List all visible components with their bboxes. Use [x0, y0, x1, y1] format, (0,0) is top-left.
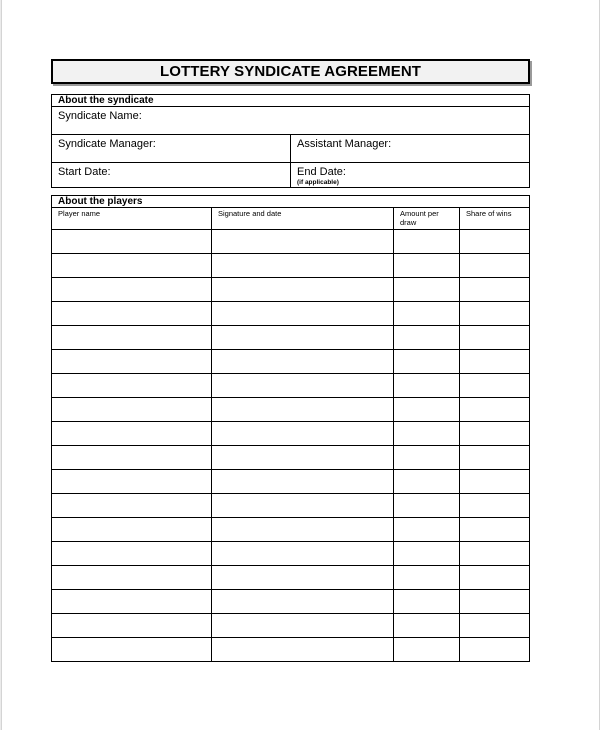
signature-cell[interactable]	[212, 566, 394, 590]
players-section-header: About the players	[52, 196, 530, 208]
amount-cell[interactable]	[394, 470, 460, 494]
share-cell[interactable]	[460, 302, 530, 326]
table-row	[52, 590, 530, 614]
share-cell[interactable]	[460, 542, 530, 566]
syndicate-name-field[interactable]	[52, 107, 530, 135]
amount-cell[interactable]	[394, 278, 460, 302]
syndicate-manager-field[interactable]	[52, 135, 291, 163]
table-row	[52, 350, 530, 374]
table-row	[52, 254, 530, 278]
end-date-note: (if applicable)	[297, 179, 339, 186]
player-name-cell[interactable]	[52, 518, 212, 542]
document-page	[1, 0, 600, 730]
share-cell[interactable]	[460, 398, 530, 422]
player-name-cell[interactable]	[52, 326, 212, 350]
player-name-cell[interactable]	[52, 470, 212, 494]
syndicate-name-label: Syndicate Name:	[58, 110, 142, 122]
table-row	[52, 230, 530, 254]
amount-cell[interactable]	[394, 398, 460, 422]
share-cell[interactable]	[460, 422, 530, 446]
signature-cell[interactable]	[212, 326, 394, 350]
signature-cell[interactable]	[212, 374, 394, 398]
player-name-cell[interactable]	[52, 638, 212, 662]
amount-cell[interactable]	[394, 518, 460, 542]
table-row	[52, 470, 530, 494]
table-row	[52, 494, 530, 518]
column-header-signature: Signature and date	[212, 208, 394, 230]
table-row	[52, 302, 530, 326]
amount-cell[interactable]	[394, 326, 460, 350]
end-date-field[interactable]	[291, 163, 530, 188]
player-name-cell[interactable]	[52, 542, 212, 566]
signature-cell[interactable]	[212, 254, 394, 278]
column-header-amount: Amount per draw	[394, 208, 460, 230]
amount-cell[interactable]	[394, 302, 460, 326]
table-row	[52, 446, 530, 470]
amount-cell[interactable]	[394, 638, 460, 662]
amount-cell[interactable]	[394, 614, 460, 638]
amount-cell[interactable]	[394, 542, 460, 566]
table-row	[52, 518, 530, 542]
share-cell[interactable]	[460, 254, 530, 278]
amount-cell[interactable]	[394, 590, 460, 614]
table-row	[52, 566, 530, 590]
assistant-manager-label: Assistant Manager:	[297, 138, 392, 150]
player-name-cell[interactable]	[52, 590, 212, 614]
signature-cell[interactable]	[212, 614, 394, 638]
document-title: LOTTERY SYNDICATE AGREEMENT	[51, 59, 530, 84]
player-name-cell[interactable]	[52, 230, 212, 254]
share-cell[interactable]	[460, 590, 530, 614]
table-row	[52, 326, 530, 350]
player-name-cell[interactable]	[52, 446, 212, 470]
signature-cell[interactable]	[212, 590, 394, 614]
amount-cell[interactable]	[394, 494, 460, 518]
amount-cell[interactable]	[394, 566, 460, 590]
player-name-cell[interactable]	[52, 494, 212, 518]
syndicate-table	[51, 94, 530, 188]
share-cell[interactable]	[460, 494, 530, 518]
amount-cell[interactable]	[394, 422, 460, 446]
share-cell[interactable]	[460, 470, 530, 494]
signature-cell[interactable]	[212, 470, 394, 494]
signature-cell[interactable]	[212, 302, 394, 326]
table-row	[52, 614, 530, 638]
signature-cell[interactable]	[212, 446, 394, 470]
start-date-field[interactable]	[52, 163, 291, 188]
share-cell[interactable]	[460, 326, 530, 350]
signature-cell[interactable]	[212, 398, 394, 422]
amount-cell[interactable]	[394, 254, 460, 278]
player-name-cell[interactable]	[52, 422, 212, 446]
player-name-cell[interactable]	[52, 398, 212, 422]
player-name-cell[interactable]	[52, 278, 212, 302]
column-header-player-name: Player name	[52, 208, 212, 230]
signature-cell[interactable]	[212, 638, 394, 662]
signature-cell[interactable]	[212, 278, 394, 302]
signature-cell[interactable]	[212, 422, 394, 446]
syndicate-manager-label: Syndicate Manager:	[58, 138, 156, 150]
player-name-cell[interactable]	[52, 374, 212, 398]
column-header-share: Share of wins	[460, 208, 530, 230]
share-cell[interactable]	[460, 614, 530, 638]
player-name-cell[interactable]	[52, 254, 212, 278]
share-cell[interactable]	[460, 230, 530, 254]
share-cell[interactable]	[460, 350, 530, 374]
table-row	[52, 422, 530, 446]
share-cell[interactable]	[460, 374, 530, 398]
table-row	[52, 398, 530, 422]
table-row	[52, 638, 530, 662]
share-cell[interactable]	[460, 638, 530, 662]
signature-cell[interactable]	[212, 494, 394, 518]
share-cell[interactable]	[460, 518, 530, 542]
player-name-cell[interactable]	[52, 350, 212, 374]
syndicate-section-header: About the syndicate	[52, 95, 530, 107]
amount-cell[interactable]	[394, 446, 460, 470]
table-row	[52, 374, 530, 398]
share-cell[interactable]	[460, 446, 530, 470]
player-name-cell[interactable]	[52, 614, 212, 638]
amount-cell[interactable]	[394, 350, 460, 374]
signature-cell[interactable]	[212, 518, 394, 542]
start-date-label: Start Date:	[58, 166, 111, 178]
signature-cell[interactable]	[212, 350, 394, 374]
amount-cell[interactable]	[394, 230, 460, 254]
end-date-label: End Date:	[297, 166, 346, 178]
share-cell[interactable]	[460, 278, 530, 302]
assistant-manager-field[interactable]	[291, 135, 530, 163]
player-name-cell[interactable]	[52, 302, 212, 326]
signature-cell[interactable]	[212, 542, 394, 566]
table-row	[52, 278, 530, 302]
table-row	[52, 542, 530, 566]
player-name-cell[interactable]	[52, 566, 212, 590]
signature-cell[interactable]	[212, 230, 394, 254]
share-cell[interactable]	[460, 566, 530, 590]
players-table	[51, 195, 530, 662]
amount-cell[interactable]	[394, 374, 460, 398]
